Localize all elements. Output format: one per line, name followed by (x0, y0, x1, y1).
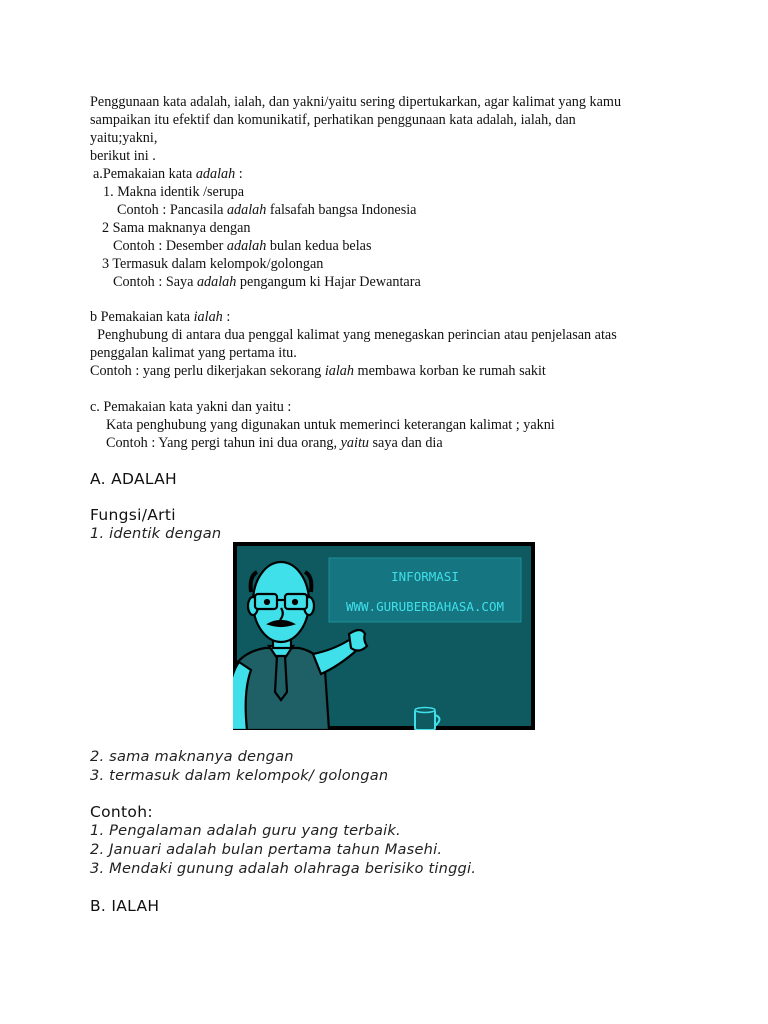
fungsi-item-2: 2. sama maknanya dengan (90, 748, 294, 765)
section-a-item-3: 3 Termasuk dalam kelompok/golongan (102, 256, 324, 272)
intro-line-2: sampaikan itu efektif dan komunikatif, perhatikan penggunaan kata adalah, ialah, dan (90, 112, 576, 128)
teacher-illustration-svg (233, 542, 535, 730)
section-a-example-2: Contoh : Desember adalah bulan kedua belas (113, 238, 372, 254)
section-b-desc-1: Penghubung di antara dua penggal kalimat yang menegaskan perincian atau penjelasan atas (97, 327, 617, 343)
board-line-2: WWW.GURUBERBAHASA.COM (345, 599, 505, 614)
illustration-teacher-board (233, 542, 535, 730)
contoh-item-2: 2. Januari adalah bulan pertama tahun Masehi. (90, 841, 443, 858)
heading-ialah: B. IALAH (90, 897, 160, 915)
intro-line-3: yaitu;yakni, (90, 130, 158, 146)
section-b-title: b Pemakaian kata ialah : (90, 309, 231, 325)
contoh-item-1: 1. Pengalaman adalah guru yang terbaik. (90, 822, 401, 839)
board-line-1: INFORMASI (391, 569, 459, 584)
section-b-example: Contoh : yang perlu dikerjakan sekorang ialah membawa korban ke rumah sakit (90, 363, 546, 379)
heading-adalah: A. ADALAH (90, 470, 178, 488)
section-a-example-3: Contoh : Saya adalah pengangum ki Hajar Dewantara (113, 274, 421, 290)
section-a-item-2: 2 Sama maknanya dengan (102, 220, 251, 236)
contoh-item-3: 3. Mendaki gunung adalah olahraga berisiko tinggi. (90, 860, 477, 877)
contoh-title: Contoh: (90, 803, 153, 821)
section-a-title: a.Pemakaian kata adalah : (93, 166, 243, 182)
section-c-title: c. Pemakaian kata yakni dan yaitu : (90, 399, 292, 415)
intro-line-4: berikut ini . (90, 148, 156, 164)
section-c-desc: Kata penghubung yang digunakan untuk memerinci keterangan kalimat ; yakni (106, 417, 555, 433)
fungsi-title: Fungsi/Arti (90, 506, 176, 524)
mug-icon (415, 708, 440, 731)
section-b-desc-2: penggalan kalimat yang pertama itu. (90, 345, 297, 361)
intro-line-1: Penggunaan kata adalah, ialah, dan yakni/yaitu sering dipertukarkan, agar kalimat yang kamu (90, 94, 622, 110)
section-a-item-1: 1. Makna identik /serupa (103, 184, 245, 200)
section-a-example-1: Contoh : Pancasila adalah falsafah bangsa Indonesia (117, 202, 417, 218)
section-c-example: Contoh : Yang pergi tahun ini dua orang, yaitu saya dan dia (106, 435, 443, 451)
fungsi-item-1: 1. identik dengan (90, 525, 222, 542)
fungsi-item-3: 3. termasuk dalam kelompok/ golongan (90, 767, 389, 784)
